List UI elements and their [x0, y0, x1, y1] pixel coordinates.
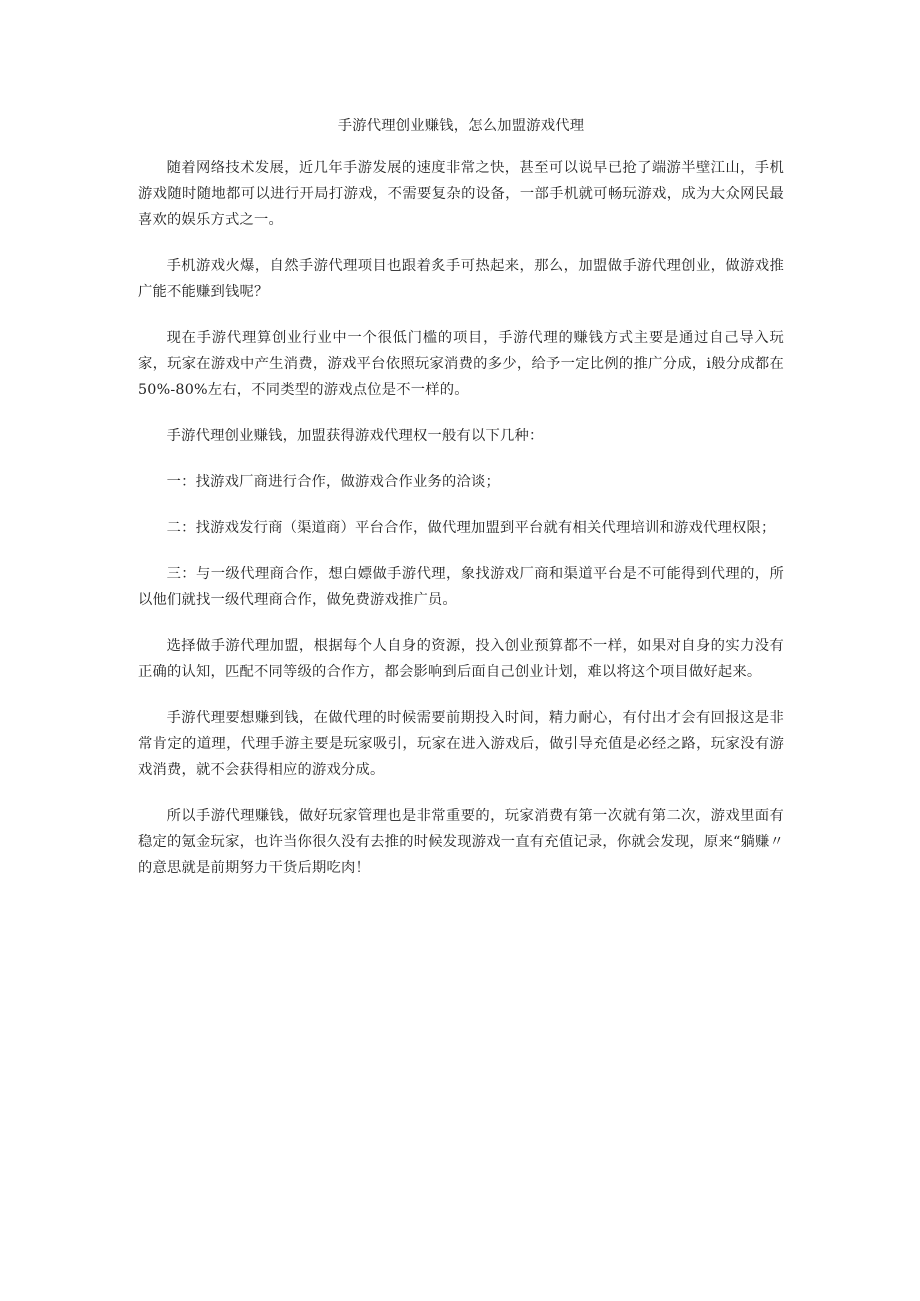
- paragraph-1: 随着网络技术发展，近几年手游发展的速度非常之快，甚至可以说早已抢了端游半壁江山，手机游戏随时随地都可以进行开局打游戏，不需要复杂的设备，一部手机就可畅玩游戏，成为大众网民最喜欢的娱乐方式之一。: [138, 160, 784, 228]
- document-title: 手游代理创业赚钱，怎么加盟游戏代理: [337, 118, 585, 134]
- paragraph-5: 一：找游戏厂商进行合作，做游戏合作业务的洽谈；: [166, 474, 501, 490]
- document-body: [138, 113, 784, 901]
- paragraph-9: 手游代理要想赚到钱，在做代理的时候需要前期投入时间，精力耐心，有付出才会有回报这是非常肯定的道理，代理手游主要是玩家吸引，玩家在进入游戏后，做引导充值是必经之路，玩家没有游戏消费，就不会获得相应的游戏分成。: [138, 710, 784, 778]
- paragraph-7: 三：与一级代理商合作，想白嫖做手游代理，象找游戏厂商和渠道平台是不可能得到代理的，所以他们就找一级代理商合作，做免费游戏推广员。: [138, 566, 784, 608]
- paragraph-4: 手游代理创业赚钱，加盟获得游戏代理权一般有以下几种：: [166, 428, 544, 444]
- paragraph-10: 所以手游代理赚钱，做好玩家管理也是非常重要的，玩家消费有第一次就有第二次，游戏里面有稳定的氪金玩家，也许当你很久没有去推的时候发现游戏一直有充值记录，你就会发现，原来“躺赚〃的意思就是前期努力干货后期吃肉！: [138, 808, 784, 876]
- paragraph-3: 现在手游代理算创业行业中一个很低门槛的项目，手游代理的赚钱方式主要是通过自己导入玩家，玩家在游戏中产生消费，游戏平台依照玩家消费的多少，给予一定比例的推广分成，i般分成都在50%-80%左右，不同类型的游戏点位是不一样的。: [138, 330, 784, 398]
- paragraph-6: 二：找游戏发行商（渠道商）平台合作，做代理加盟到平台就有相关代理培训和游戏代理权限；: [166, 520, 776, 536]
- paragraph-8: 选择做手游代理加盟，根据每个人自身的资源，投入创业预算都不一样，如果对自身的实力没有正确的认知，匹配不同等级的合作方，都会影响到后面自己创业计划，难以将这个项目做好起来。: [138, 638, 784, 680]
- paragraph-2: 手机游戏火爆，自然手游代理项目也跟着炙手可热起来，那么，加盟做手游代理创业，做游戏推广能不能赚到钱呢？: [138, 258, 784, 300]
